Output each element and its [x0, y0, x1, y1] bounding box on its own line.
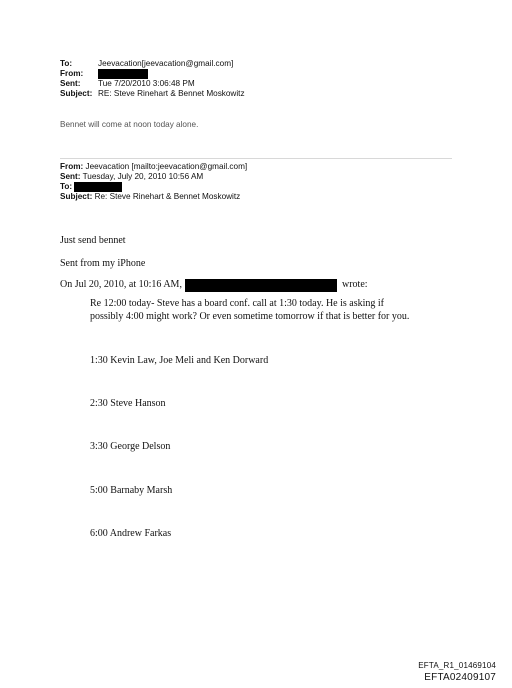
to-label: To:	[60, 182, 73, 191]
quote-intro-post: wrote:	[342, 279, 368, 290]
to-value: Jeevacation[jeevacation@gmail.com]	[98, 59, 234, 68]
email-header-1	[60, 59, 360, 99]
quote-intro-pre: On Jul 20, 2010, at 10:16 AM,	[60, 279, 182, 290]
header1-from-row	[60, 69, 360, 79]
sent-value: Tuesday, July 20, 2010 10:56 AM	[82, 172, 204, 181]
email-header-2	[60, 162, 380, 202]
redaction-box	[98, 69, 148, 79]
to-label: To:	[60, 59, 73, 68]
redaction-box	[74, 182, 122, 192]
header2-subject-row	[60, 192, 380, 202]
footer-id-2: EFTA02409107	[424, 672, 496, 683]
quote-line-2: possibly 4:00 might work? Or even sometime tomorrow if that is better for you.	[90, 311, 410, 322]
sent-value: Tue 7/20/2010 3:06:48 PM	[98, 79, 195, 88]
from-value: Jeevacation [mailto:jeevacation@gmail.com]	[85, 162, 248, 171]
body-line-1: Just send bennet	[60, 235, 126, 246]
from-label: From:	[60, 162, 84, 171]
header2-sent-row	[60, 172, 380, 182]
quote-intro	[60, 279, 460, 293]
header1-sent-row	[60, 79, 360, 89]
subject-label: Subject:	[60, 192, 93, 201]
schedule-item: 6:00 Andrew Farkas	[90, 528, 172, 539]
subject-value: RE: Steve Rinehart & Bennet Moskowitz	[98, 89, 245, 98]
from-label: From:	[60, 69, 84, 78]
header1-subject-row	[60, 89, 360, 99]
schedule-item: 2:30 Steve Hanson	[90, 398, 166, 409]
subject-value: Re: Steve Rinehart & Bennet Moskowitz	[94, 192, 241, 201]
subject-label: Subject:	[60, 89, 93, 98]
sent-label: Sent:	[60, 79, 81, 88]
schedule-item: 3:30 George Delson	[90, 441, 171, 452]
redaction-box	[185, 279, 337, 292]
footer-id-1: EFTA_R1_01469104	[418, 661, 496, 670]
sent-label: Sent:	[60, 172, 81, 181]
separator-rule	[60, 158, 452, 159]
header2-to-row	[60, 182, 380, 192]
header2-from-row	[60, 162, 380, 172]
quote-line-1: Re 12:00 today- Steve has a board conf. call at 1:30 today. He is asking if	[90, 298, 384, 309]
schedule-item: 5:00 Barnaby Marsh	[90, 485, 173, 496]
body-line-2: Sent from my iPhone	[60, 258, 146, 269]
schedule-item: 1:30 Kevin Law, Joe Meli and Ken Dorward	[90, 355, 269, 366]
header1-to-row	[60, 59, 360, 69]
reply-text: Bennet will come at noon today alone.	[60, 120, 199, 129]
